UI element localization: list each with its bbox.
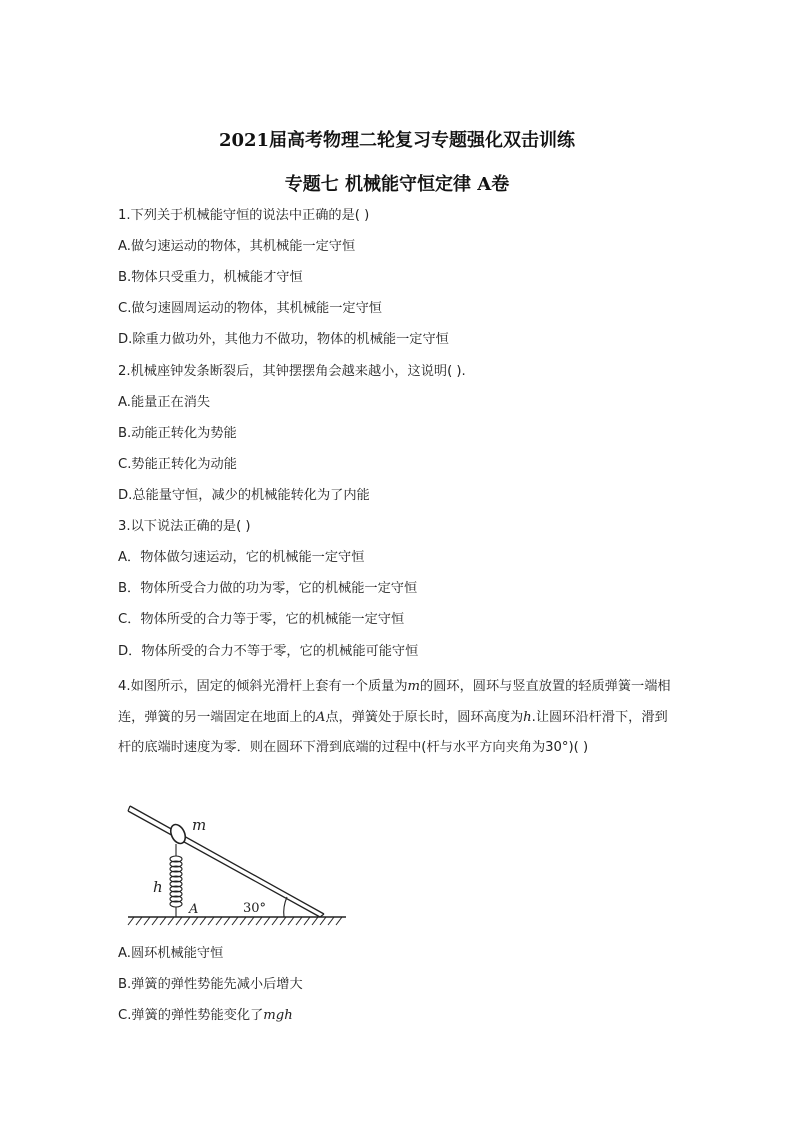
question-1-option-d: D.除重力做功外，其他力不做功，物体的机械能一定守恒: [118, 332, 449, 347]
rod-edge-bottom: [128, 811, 320, 917]
height-symbol: h: [523, 709, 532, 725]
incline-spring-figure: [126, 800, 348, 928]
question-3-option-c: C．物体所受的合力等于零，它的机械能一定守恒: [118, 612, 405, 627]
question-1-option-c: C.做匀速圆周运动的物体，其机械能一定守恒: [118, 301, 382, 316]
figure-label-m: m: [192, 816, 207, 834]
question-3-option-a: A．物体做匀速运动，它的机械能一定守恒: [118, 550, 365, 565]
rod-edge-top: [130, 806, 324, 914]
angle-arc: [284, 897, 287, 917]
mass-symbol: m: [407, 679, 421, 694]
figure-label-a: A: [189, 902, 199, 917]
question-4-stem: [118, 672, 678, 764]
question-2-option-b: B.动能正转化为势能: [118, 426, 237, 441]
question-1-option-b: B.物体只受重力，机械能才守恒: [118, 270, 303, 285]
question-4-option-c: [118, 1007, 293, 1025]
formula-mgh: mgh: [263, 1008, 293, 1023]
question-4-option-c-prefix: C.弹簧的弹性势能变化了: [118, 1008, 264, 1023]
question-4-stem-part-3: 点，弹簧处于原长时，圆环高度为: [325, 709, 524, 725]
question-4-option-b: B.弹簧的弹性势能先减小后增大: [118, 977, 303, 992]
question-4-stem-part-1: 4.如图所示，固定的倾斜光滑杆上套有一个质量为: [118, 679, 408, 694]
question-3-option-d: D．物体所受的合力不等于零，它的机械能可能守恒: [118, 644, 419, 659]
question-2-option-c: C.势能正转化为动能: [118, 457, 237, 472]
question-1-stem: 1.下列关于机械能守恒的说法中正确的是( ): [118, 208, 370, 223]
question-3-stem: 3.以下说法正确的是( ): [118, 519, 251, 534]
question-2-stem: 2.机械座钟发条断裂后，其钟摆摆角会越来越小，这说明( ).: [118, 364, 466, 379]
question-2-option-d: D.总能量守恒，减少的机械能转化为了内能: [118, 488, 370, 503]
document-subtitle: 专题七 机械能守恒定律 A卷: [284, 174, 510, 195]
figure-label-angle: 30°: [243, 901, 267, 916]
figure-label-h: h: [153, 878, 163, 896]
ground-hatching: [128, 917, 342, 925]
question-4-stem-part-2: 的圆环，圆环与竖直放置的轻质弹簧一端相连，弹簧的另一端固定在地面上的: [118, 679, 671, 725]
question-4-stem-part-4: .让圆环沿杆滑下，滑到杆的底端时速度为零．则在圆环下滑到底端的过程中(杆与水平方向夹角为30°)( ): [118, 709, 668, 755]
question-2-option-a: A.能量正在消失: [118, 395, 211, 410]
spring-coils: [170, 844, 182, 917]
question-4-option-a: A.圆环机械能守恒: [118, 946, 224, 961]
document-title: 2021届高考物理二轮复习专题强化双击训练: [218, 130, 576, 151]
point-symbol: A: [315, 709, 326, 725]
question-1-option-a: A.做匀速运动的物体，其机械能一定守恒: [118, 239, 356, 254]
question-3-option-b: B．物体所受合力做的功为零，它的机械能一定守恒: [118, 581, 418, 596]
